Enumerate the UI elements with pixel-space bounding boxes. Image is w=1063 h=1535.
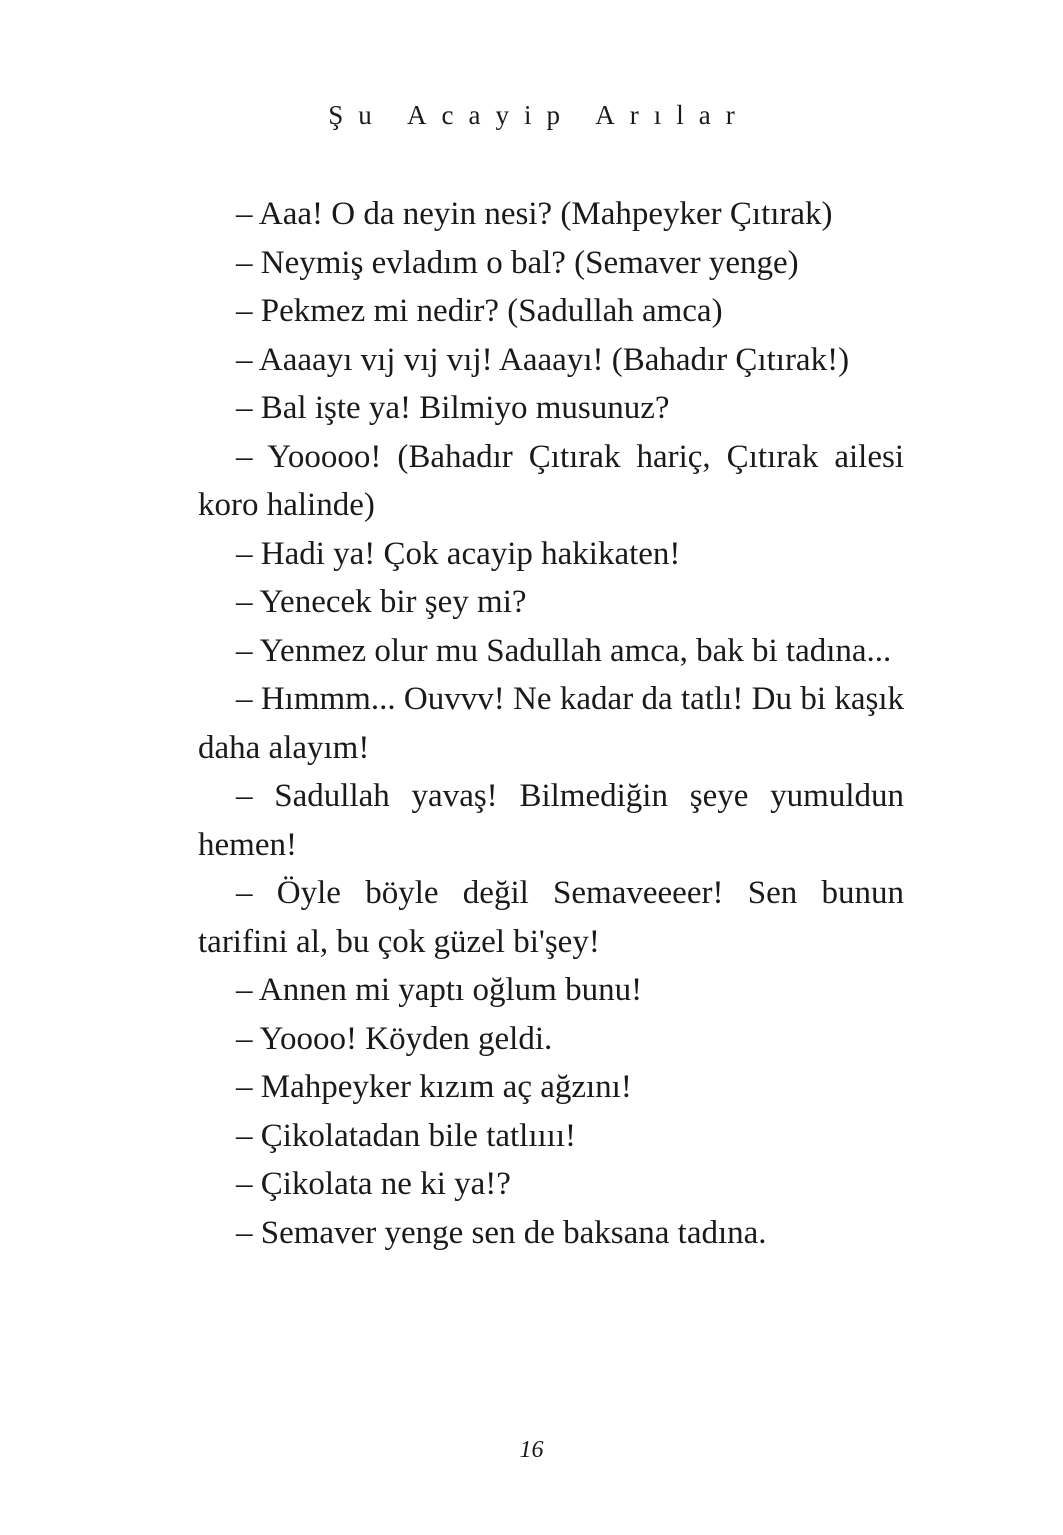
dialogue-line: – Hımmm... Ouvvv! Ne kadar da tatlı! Du bi kaşık daha alayım! [198, 681, 904, 766]
dialogue-body [198, 190, 904, 1257]
dialogue-line: – Bal işte ya! Bilmiyo musunuz? [236, 390, 670, 426]
dialogue-line: – Çikolatadan bile tatlıııı! [236, 1117, 577, 1154]
page-number: 16 [519, 1437, 544, 1463]
running-header-title: Şu Acayip Arılar [328, 100, 750, 130]
dialogue-line: – Hadi ya! Çok acayip hakikaten! [236, 535, 681, 572]
dialogue-line: – Yooooo! (Bahadır Çıtırak hariç, Çıtırak ailesi koro halinde) [198, 438, 904, 523]
dialogue-line: – Öyle böyle değil Semaveeeer! Sen bunun tarifini al, bu çok güzel bi'şey! [198, 875, 904, 960]
dialogue-line: – Yenecek bir şey mi? [236, 584, 527, 620]
dialogue-line: – Sadullah yavaş! Bilmediğin şeye yumuldun hemen! [198, 778, 904, 863]
dialogue-line: – Yenmez olur mu Sadullah amca, bak bi tadına... [236, 632, 892, 669]
dialogue-line: – Yoooo! Köyden geldi. [236, 1020, 553, 1057]
dialogue-line: – Neymiş evladım o bal? (Semaver yenge) [236, 244, 799, 281]
dialogue-line: – Çikolata ne ki ya!? [236, 1166, 511, 1202]
dialogue-line: – Aaa! O da neyin nesi? (Mahpeyker Çıtırak) [236, 196, 833, 232]
dialogue-line: – Annen mi yaptı oğlum bunu! [236, 972, 643, 1008]
dialogue-line: – Semaver yenge sen de baksana tadına. [236, 1214, 767, 1251]
dialogue-line: – Mahpeyker kızım aç ağzını! [236, 1069, 632, 1105]
dialogue-line: – Aaaayı vıj vıj vıj! Aaaayı! (Bahadır Çıtırak!) [236, 341, 850, 378]
dialogue-line: – Pekmez mi nedir? (Sadullah amca) [236, 293, 723, 329]
